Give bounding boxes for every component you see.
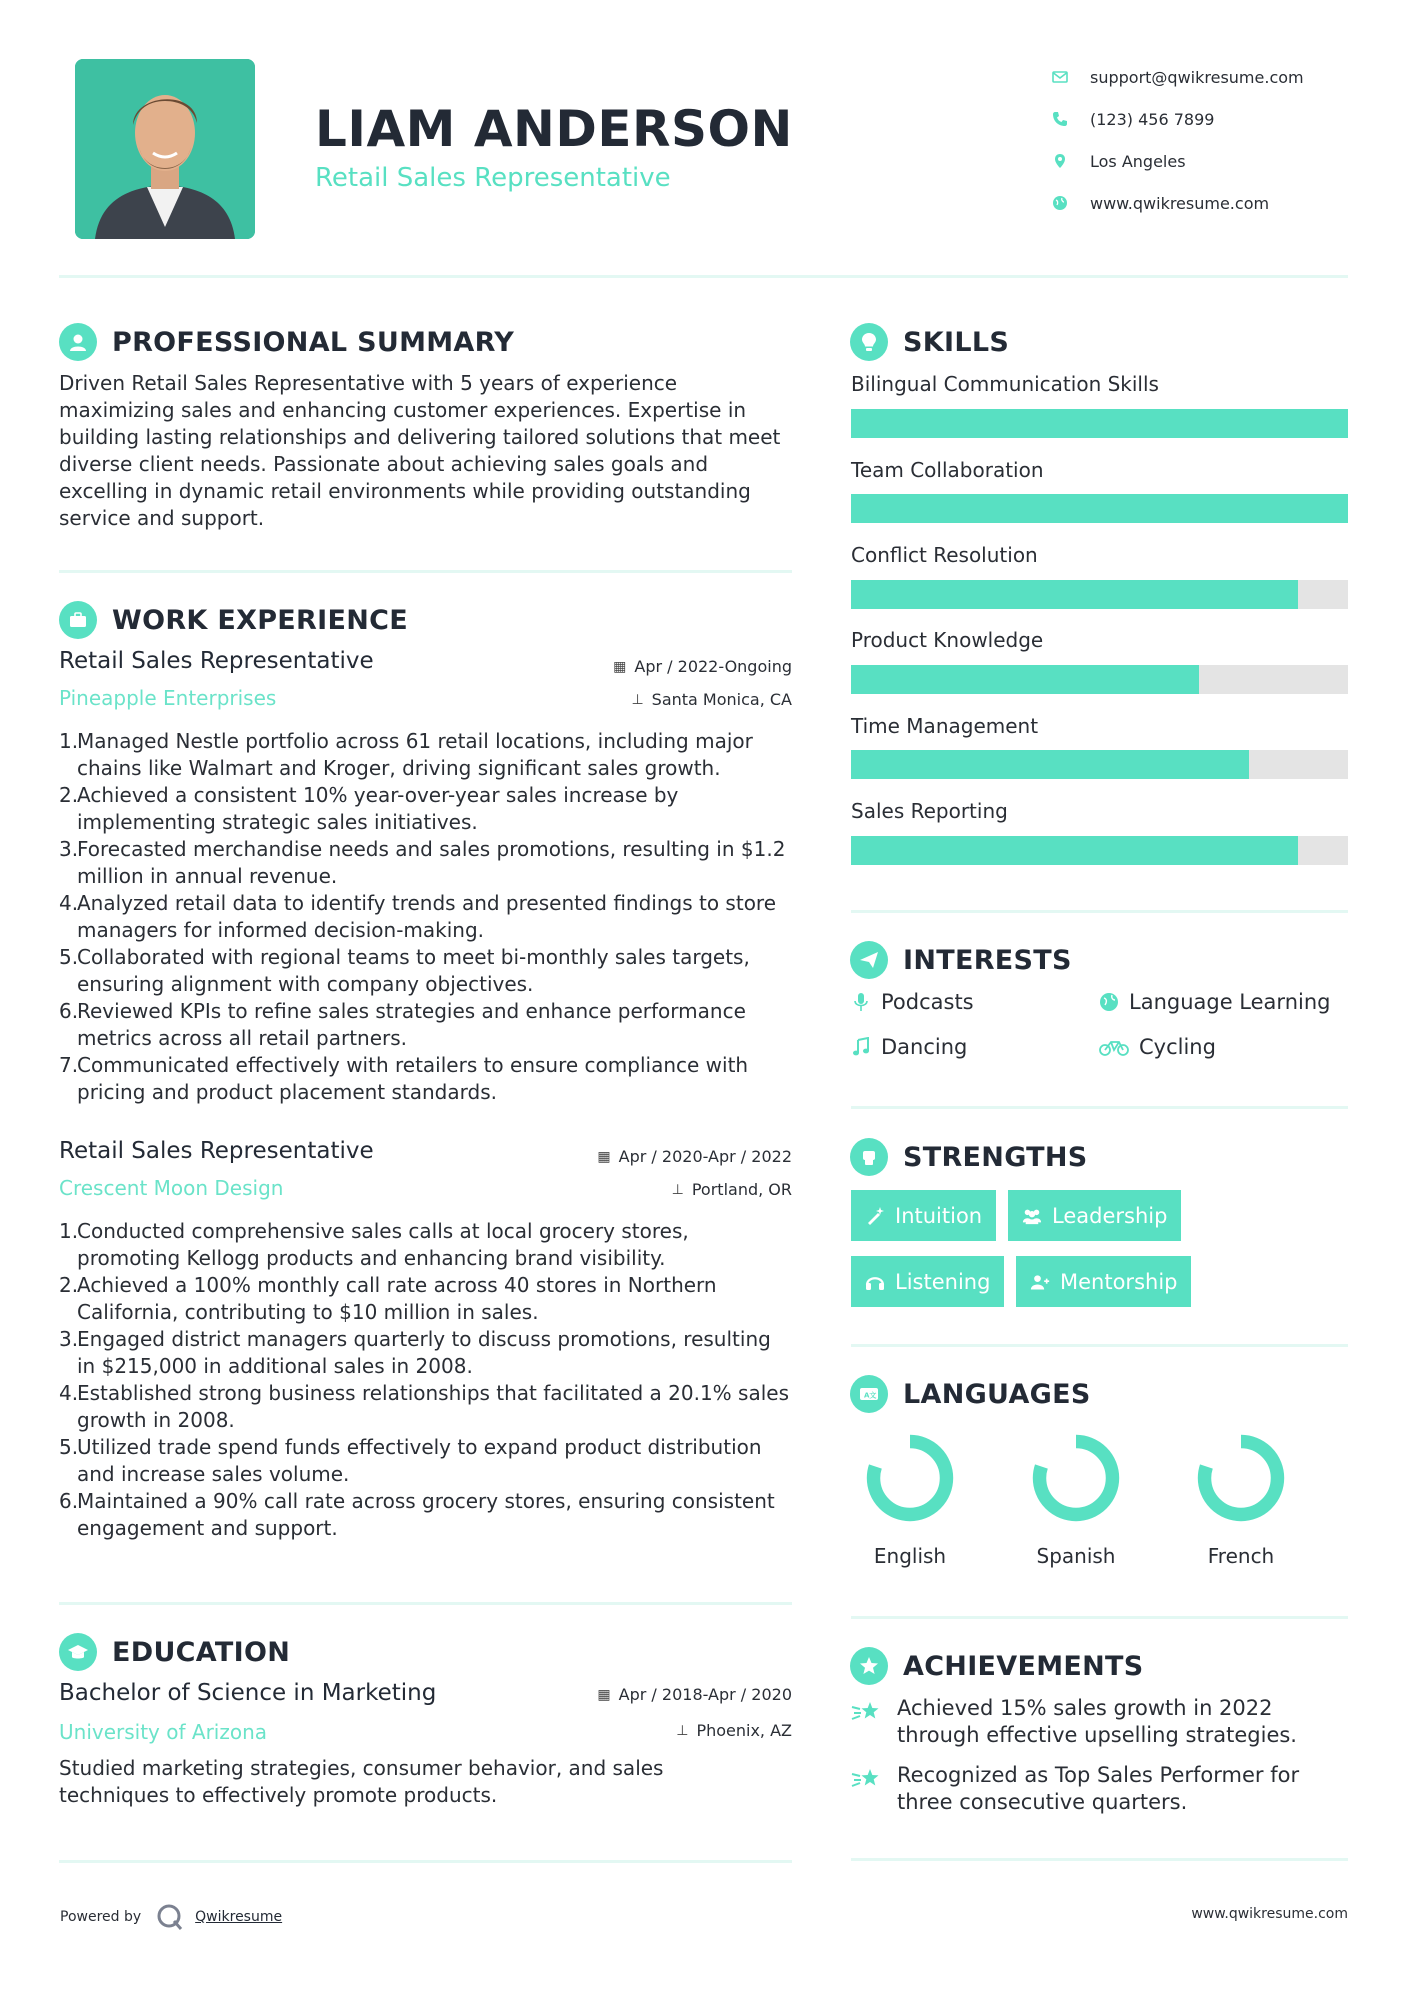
headphones-icon — [865, 1272, 885, 1292]
pin-icon: ⊥ — [671, 1181, 684, 1198]
candidate-title: Retail Sales Representative — [315, 163, 671, 193]
contact-phone[interactable] — [1052, 98, 1392, 140]
lightbulb-icon — [850, 323, 888, 361]
interests-divider — [851, 1106, 1348, 1109]
interest-label: Language Learning — [1129, 990, 1331, 1014]
skill-bar-fill — [851, 580, 1298, 609]
job-location — [500, 690, 792, 709]
skill-label: Conflict Resolution — [851, 543, 1038, 567]
contact-phone-text: (123) 456 7899 — [1090, 109, 1215, 129]
school-name: University of Arizona — [59, 1720, 268, 1744]
education-title: EDUCATION — [112, 1636, 291, 1668]
language-label: English — [873, 1544, 947, 1568]
strength-tag — [851, 1256, 1004, 1307]
languages-divider — [851, 1616, 1348, 1619]
job-dates-text: Apr / 2022-Ongoing — [634, 657, 792, 676]
powered-by-text: Powered by — [60, 1909, 142, 1925]
achievements-heading — [850, 1647, 1144, 1685]
skills-divider — [851, 910, 1348, 913]
shooting-star-icon — [851, 1762, 897, 1816]
language-item — [1021, 1430, 1131, 1568]
pin-icon: ⊥ — [676, 1722, 689, 1739]
footer-website[interactable]: www.qwikresume.com — [1191, 1906, 1348, 1922]
users-icon — [1022, 1206, 1042, 1226]
svg-text:A文: A文 — [864, 1391, 877, 1400]
summary-title: PROFESSIONAL SUMMARY — [112, 326, 515, 358]
job-dates — [500, 657, 792, 676]
list-item: 2. Achieved a 100% monthly call rate across 40 stores in Northern California, contributing to $10 million in sales. — [59, 1273, 717, 1324]
list-item: 6. Maintained a 90% call rate across grocery stores, ensuring consistent engagement and support. — [59, 1489, 775, 1540]
skills-heading — [850, 323, 1009, 361]
strength-tag — [1016, 1256, 1191, 1307]
education-location-text: Phoenix, AZ — [696, 1721, 792, 1740]
bicycle-icon — [1099, 1037, 1129, 1057]
language-label: French — [1207, 1544, 1275, 1568]
strengths-heading — [850, 1138, 1088, 1176]
list-item: 1. Managed Nestle portfolio across 61 retail locations, including major chains like Walmart and Kroger, driving significant sales growth. — [59, 729, 753, 780]
qwikresume-logo-icon — [155, 1902, 185, 1932]
microphone-icon — [851, 992, 871, 1012]
language-item — [855, 1430, 965, 1568]
skill-label: Bilingual Communication Skills — [851, 372, 1159, 396]
job-title: Retail Sales Representative — [59, 1138, 374, 1164]
skill-bar — [851, 494, 1348, 523]
education-divider — [59, 1860, 792, 1863]
contact-email-text: support@qwikresume.com — [1090, 67, 1304, 87]
skills-title: SKILLS — [903, 326, 1010, 358]
qwikresume-link[interactable]: Qwikresume — [195, 1909, 283, 1925]
work-title: WORK EXPERIENCE — [112, 604, 408, 636]
interests-title: INTERESTS — [903, 944, 1072, 976]
skill-label: Time Management — [851, 714, 1039, 738]
achievements-title: ACHIEVEMENTS — [903, 1650, 1144, 1682]
interests-heading — [850, 941, 1072, 979]
achievement-item — [851, 1695, 1348, 1749]
job-bullets — [59, 728, 792, 1106]
paper-plane-icon — [850, 941, 888, 979]
achievement-item — [851, 1762, 1348, 1816]
job-location-text: Portland, OR — [691, 1180, 792, 1199]
magic-wand-icon — [865, 1206, 885, 1226]
skill-bar — [851, 580, 1348, 609]
job-title: Retail Sales Representative — [59, 648, 374, 674]
interest-item — [851, 1035, 967, 1059]
strengths-divider — [851, 1344, 1348, 1347]
phone-icon — [1052, 111, 1090, 127]
list-item: 6. Reviewed KPIs to refine sales strategies and enhance performance metrics across all retail partners. — [59, 999, 746, 1050]
strength-label: Leadership — [1052, 1203, 1168, 1228]
language-ring — [1028, 1430, 1124, 1526]
calendar-icon: ▦ — [597, 1686, 611, 1703]
skill-label: Team Collaboration — [851, 458, 1044, 482]
summary-text: Driven Retail Sales Representative with 5 years of experience maximizing sales and enhancing customer experiences. Expertise in building lasting relationships and delivering tailored solutions that meet diverse client needs. Passionate about achieving sales goals and excelling in dynamic retail environments while providing outstanding service and support. — [59, 371, 781, 530]
user-circle-icon — [59, 323, 97, 361]
language-ring — [862, 1430, 958, 1526]
list-item: 5. Utilized trade spend funds effectively to expand product distribution and increase sales volume. — [59, 1435, 762, 1486]
interest-item — [1099, 1035, 1216, 1059]
job-company: Crescent Moon Design — [59, 1176, 284, 1200]
briefcase-icon — [59, 601, 97, 639]
header-divider — [59, 275, 1348, 278]
skill-bar — [851, 836, 1348, 865]
language-item — [1186, 1430, 1296, 1568]
profile-photo — [75, 59, 255, 239]
star-badge-icon — [850, 1647, 888, 1685]
skill-bar — [851, 409, 1348, 438]
contact-website[interactable] — [1052, 182, 1392, 224]
skill-label: Product Knowledge — [851, 628, 1044, 652]
calendar-icon: ▦ — [597, 1148, 611, 1165]
education-location — [500, 1721, 792, 1740]
list-item: 4. Analyzed retail data to identify trends and presented findings to store managers for informed decision-making. — [59, 891, 777, 942]
map-pin-icon — [1052, 153, 1090, 169]
job-dates — [500, 1147, 792, 1166]
education-dates — [500, 1685, 792, 1704]
job-dates-text: Apr / 2020-Apr / 2022 — [618, 1147, 792, 1166]
skill-bar-fill — [851, 409, 1348, 438]
strength-tag — [851, 1190, 996, 1241]
strength-tag — [1008, 1190, 1181, 1241]
job-location-text: Santa Monica, CA — [651, 690, 792, 709]
degree-title: Bachelor of Science in Marketing — [59, 1680, 437, 1706]
contact-website-text: www.qwikresume.com — [1090, 193, 1270, 213]
candidate-name: LIAM ANDERSON — [315, 100, 793, 158]
contact-location — [1052, 140, 1392, 182]
interest-item — [851, 990, 974, 1014]
education-text: Studied marketing strategies, consumer behavior, and sales techniques to effectively promote products. — [59, 1756, 664, 1807]
list-item: 3. Forecasted merchandise needs and sales promotions, resulting in $1.2 million in annual revenue. — [59, 837, 786, 888]
list-item: 3. Engaged district managers quarterly to discuss promotions, resulting in $215,000 in additional sales in 2008. — [59, 1327, 771, 1378]
skill-label: Sales Reporting — [851, 799, 1008, 823]
list-item: 1. Conducted comprehensive sales calls at local grocery stores, promoting Kellogg products and enhancing brand visibility. — [59, 1219, 689, 1270]
list-item: 4. Established strong business relationships that facilitated a 20.1% sales growth in 2008. — [59, 1381, 789, 1432]
list-item: 2. Achieved a consistent 10% year-over-year sales increase by implementing strategic sales initiatives. — [59, 783, 679, 834]
contact-location-text: Los Angeles — [1090, 151, 1186, 171]
contact-block — [1052, 56, 1392, 224]
language-icon — [850, 1375, 888, 1413]
calendar-icon: ▦ — [613, 658, 627, 675]
strength-label: Intuition — [895, 1203, 983, 1228]
strengths-title: STRENGTHS — [903, 1141, 1088, 1173]
summary-heading — [59, 323, 514, 361]
skill-bar-fill — [851, 836, 1298, 865]
interest-label: Cycling — [1139, 1035, 1216, 1059]
education-dates-text: Apr / 2018-Apr / 2020 — [618, 1685, 792, 1704]
list-item: 5. Collaborated with regional teams to meet bi-monthly sales targets, ensuring alignment with company objectives. — [59, 945, 750, 996]
job-bullets — [59, 1218, 792, 1542]
pin-icon: ⊥ — [631, 691, 644, 708]
languages-heading — [850, 1375, 1091, 1413]
language-ring — [1193, 1430, 1289, 1526]
skill-bar — [851, 665, 1348, 694]
skill-bar — [851, 750, 1348, 779]
globe-icon — [1052, 195, 1090, 211]
list-item: 7. Communicated effectively with retailers to ensure compliance with pricing and product placement standards. — [59, 1053, 749, 1104]
achievement-text: Recognized as Top Sales Performer for three consecutive quarters. — [897, 1763, 1300, 1814]
envelope-icon — [1052, 69, 1090, 85]
skill-bar-fill — [851, 665, 1199, 694]
achievements-divider — [851, 1858, 1348, 1861]
job-company: Pineapple Enterprises — [59, 686, 277, 710]
strength-label: Listening — [895, 1269, 991, 1294]
language-label: Spanish — [1036, 1544, 1116, 1568]
summary-divider — [59, 570, 792, 573]
languages-title: LANGUAGES — [903, 1378, 1091, 1410]
achievement-text: Achieved 15% sales growth in 2022 through effective upselling strategies. — [897, 1696, 1297, 1747]
globe-icon — [1099, 992, 1119, 1012]
interest-label: Dancing — [881, 1035, 968, 1059]
work-heading — [59, 601, 408, 639]
graduation-icon — [59, 1633, 97, 1671]
interest-label: Podcasts — [881, 990, 974, 1014]
skill-bar-fill — [851, 750, 1249, 779]
music-note-icon — [851, 1037, 871, 1057]
fist-icon — [850, 1138, 888, 1176]
footer-powered-by — [60, 1902, 282, 1932]
skill-bar-fill — [851, 494, 1348, 523]
contact-email[interactable] — [1052, 56, 1392, 98]
user-plus-icon — [1030, 1272, 1050, 1292]
shooting-star-icon — [851, 1695, 897, 1749]
work-divider — [59, 1602, 792, 1605]
strength-label: Mentorship — [1060, 1269, 1178, 1294]
interest-item — [1099, 990, 1330, 1014]
job-location — [500, 1180, 792, 1199]
education-heading — [59, 1633, 290, 1671]
